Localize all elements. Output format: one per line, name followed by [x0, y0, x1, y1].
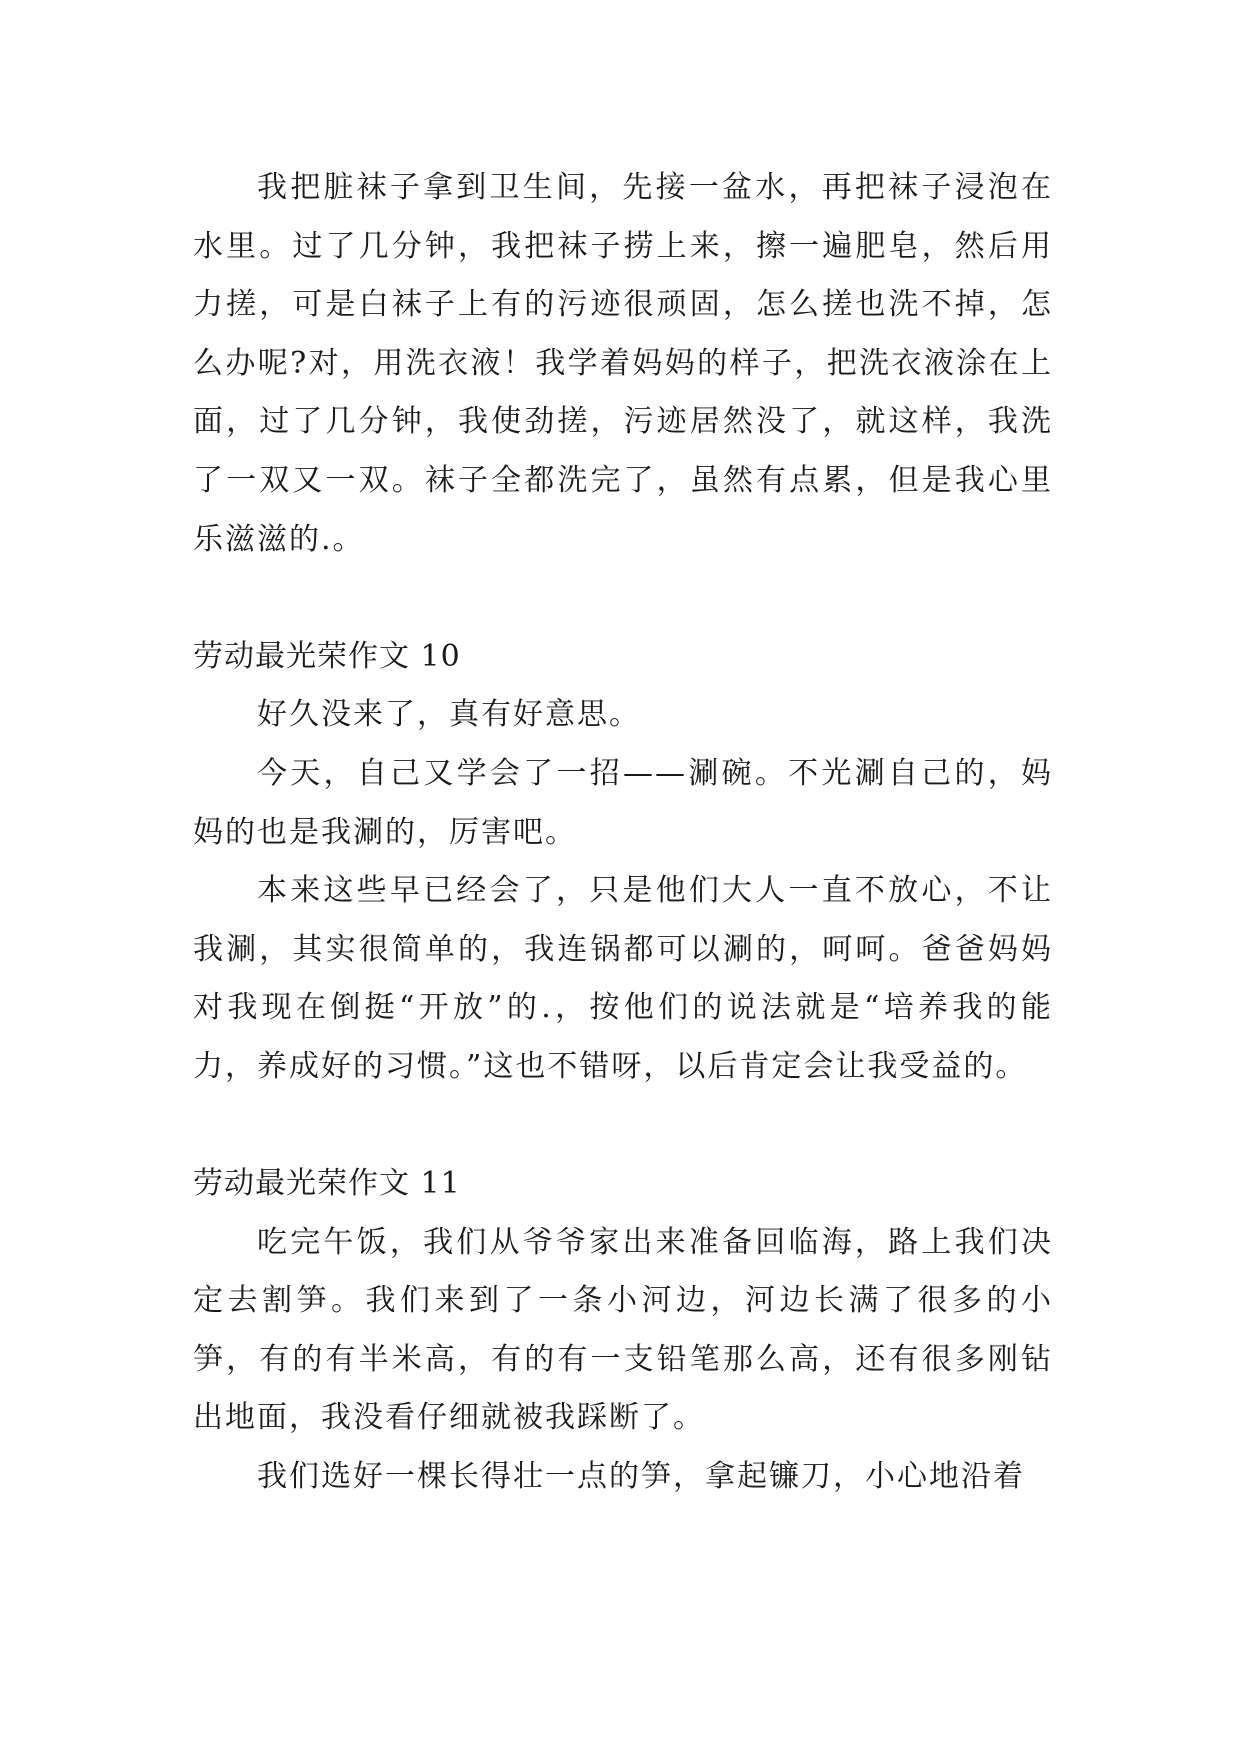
paragraph: 我把脏袜子拿到卫生间，先接一盆水，再把袜子浸泡在水里。过了几分钟，我把袜子捞上来，擦一遍肥皂，然后用力搓，可是白袜子上有的污迹很顽固，怎么搓也洗不掉，怎么办呢?对，用洗衣液！我学着妈妈的样子，把洗衣液涂在上面，过了几分钟，我使劲搓，污迹居然没了，就这样，我洗了一双又一双。袜子全都洗完了，虽然有点累，但是我心里乐滋滋的.。	[193, 170, 1053, 557]
paragraph: 好久没来了，真有好意思。	[257, 697, 641, 733]
paragraph: 我们选好一棵长得壮一点的笋，拿起镰刀，小心地沿着	[257, 1459, 1025, 1495]
paragraph: 吃完午饭，我们从爷爷家出来准备回临海，路上我们决定去割笋。我们来到了一条小河边，河边长满了很多的小笋，有的有半米高，有的有一支铅笔那么高，还有很多刚钻出地面，我没看仔细就被我踩断了。	[193, 1224, 1053, 1436]
document-body	[193, 159, 1053, 1507]
section-heading: 劳动最光荣作文 10	[193, 638, 461, 674]
paragraph: 今天，自己又学会了一招——涮碗。不光涮自己的，妈妈的也是我涮的，厉害吧。	[193, 755, 1053, 850]
section-gap	[193, 1097, 1053, 1156]
section-gap	[193, 569, 1053, 628]
paragraph: 本来这些早已经会了，只是他们大人一直不放心，不让我涮，其实很简单的，我连锅都可以涮的，呵呵。爸爸妈妈对我现在倒挺“开放”的.，按他们的说法就是“培养我的能力，养成好的习惯。”这也不错呀，以后肯定会让我受益的。	[193, 873, 1053, 1084]
section-heading: 劳动最光荣作文 11	[193, 1166, 461, 1202]
